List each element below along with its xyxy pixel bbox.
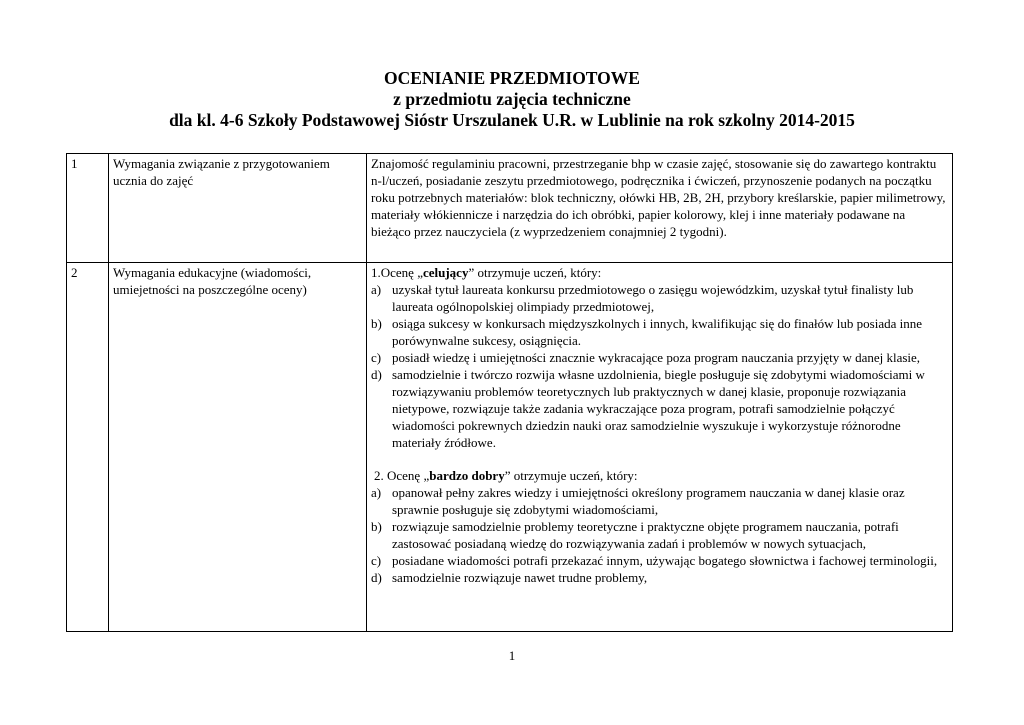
requirement-label: Wymagania edukacyjne (wiadomości, umiejetności na poszczególne oceny) xyxy=(109,263,367,632)
criteria-item xyxy=(371,484,948,518)
criteria-text: samodzielnie i twórczo rozwija własne uzdolnienia, biegle posługuje się zdobytymi wiadomościami w rozwiązywaniu problemów teoretycznych lub praktycznych w danej klasie, proponuje rozwiązania nietypowe, rozwiązuje także zadania wykraczające poza program, potrafi samodzielnie połączyć wiadomości pokrewnych dziedzin nauki oraz samodzielnie wyszukuje i wykorzystuje różnorodne materiały źródłowe. xyxy=(392,367,925,450)
grade-heading-prefix: 1.Ocenę „ xyxy=(371,265,423,280)
grade-name: celujący xyxy=(422,265,469,280)
criteria-marker: d) xyxy=(371,570,382,585)
criteria-item xyxy=(371,366,948,451)
criteria-list-bardzo-dobry xyxy=(371,484,948,586)
criteria-item xyxy=(371,552,948,569)
criteria-marker: a) xyxy=(371,282,382,297)
criteria-text: opanował pełny zakres wiedzy i umiejętności określony programem nauczania w danej klasie oraz sprawnie posługuje się zdobytymi wiadomościami, xyxy=(392,485,905,517)
grade-heading-bardzo-dobry xyxy=(371,467,948,484)
grade-heading-prefix: 2. Ocenę „ xyxy=(374,468,430,483)
title-line-1: OCENIANIE PRZEDMIOTOWE xyxy=(384,68,640,88)
criteria-text: samodzielnie rozwiązuje nawet trudne problemy, xyxy=(392,570,648,585)
criteria-marker: a) xyxy=(371,485,382,500)
criteria-list-celujacy xyxy=(371,281,948,451)
page-number: 1 xyxy=(508,648,516,663)
criteria-item xyxy=(371,349,948,366)
criteria-marker: b) xyxy=(371,316,382,331)
row-number: 2 xyxy=(67,263,109,632)
criteria-text: osiąga sukcesy w konkursach międzyszkolnych i innych, kwalifikując się do finałów lub posiada inne porówynwalne sukcesy, osiągnięcia. xyxy=(392,316,922,348)
criteria-marker: c) xyxy=(371,350,382,365)
criteria-text: uzyskał tytuł laureata konkursu przedmiotowego o zasięgu wojewódzkim, uzyskał tytuł finalisty lub laureata ogólnopolskiej olimpiady przedmiotowej, xyxy=(392,282,914,314)
requirement-label: Wymagania związanie z przygotowaniem ucznia do zajęć xyxy=(109,154,367,263)
criteria-item xyxy=(371,315,948,349)
grading-table xyxy=(66,153,953,632)
requirement-description: Znajomość regulaminiu pracowni, przestrzeganie bhp w czasie zajęć, stosowanie się do zawartego kontraktu n-l/uczeń, posiadanie zeszytu przedmiotowego, podręcznika i ćwiczeń, przynoszenie podanych na początku roku potrzebnych materiałów: blok techniczny, ołówki HB, 2B, 2H, przybory kreślarskie, papier milimetrowy, materiały włókiennicze i narzędzia do ich obróbki, papier kolorowy, klej i inne materiały podawane na bieżąco przez nauczyciela (z wyprzedzeniem conajmniej 2 tygodni). xyxy=(367,154,953,263)
grade-heading-suffix: ” otrzymuje uczeń, który: xyxy=(504,468,638,483)
row-number: 1 xyxy=(67,154,109,263)
table-row xyxy=(67,263,953,632)
criteria-text: rozwiązuje samodzielnie problemy teoretyczne i praktyczne objęte programem nauczania, potrafi zastosować posiadaną wiedzę do rozwiązywania zadań i problemów w nowych sytuacjach, xyxy=(392,519,899,551)
title-line-3: dla kl. 4-6 Szkoły Podstawowej Sióstr Urszulanek U.R. w Lublinie na rok szkolny 2014-2015 xyxy=(169,110,855,130)
grade-name: bardzo dobry xyxy=(429,468,505,483)
grade-heading-suffix: ” otrzymuje uczeń, który: xyxy=(468,265,602,280)
criteria-text: posiadł wiedzę i umiejętności znacznie wykracające poza program nauczania przyjęty w danej klasie, xyxy=(392,350,921,365)
grade-heading-celujacy xyxy=(371,264,948,281)
criteria-marker: d) xyxy=(371,367,382,382)
criteria-item xyxy=(371,281,948,315)
criteria-item xyxy=(371,518,948,552)
table-row xyxy=(67,154,953,263)
title-line-2: z przedmiotu zajęcia techniczne xyxy=(393,89,631,109)
criteria-item xyxy=(371,569,948,586)
document-title xyxy=(0,68,1024,131)
grade-criteria-cell xyxy=(367,263,953,632)
criteria-marker: c) xyxy=(371,553,382,568)
criteria-marker: b) xyxy=(371,519,382,534)
criteria-text: posiadane wiadomości potrafi przekazać innym, używając bogatego słownictwa i fachowej terminologii, xyxy=(392,553,938,568)
